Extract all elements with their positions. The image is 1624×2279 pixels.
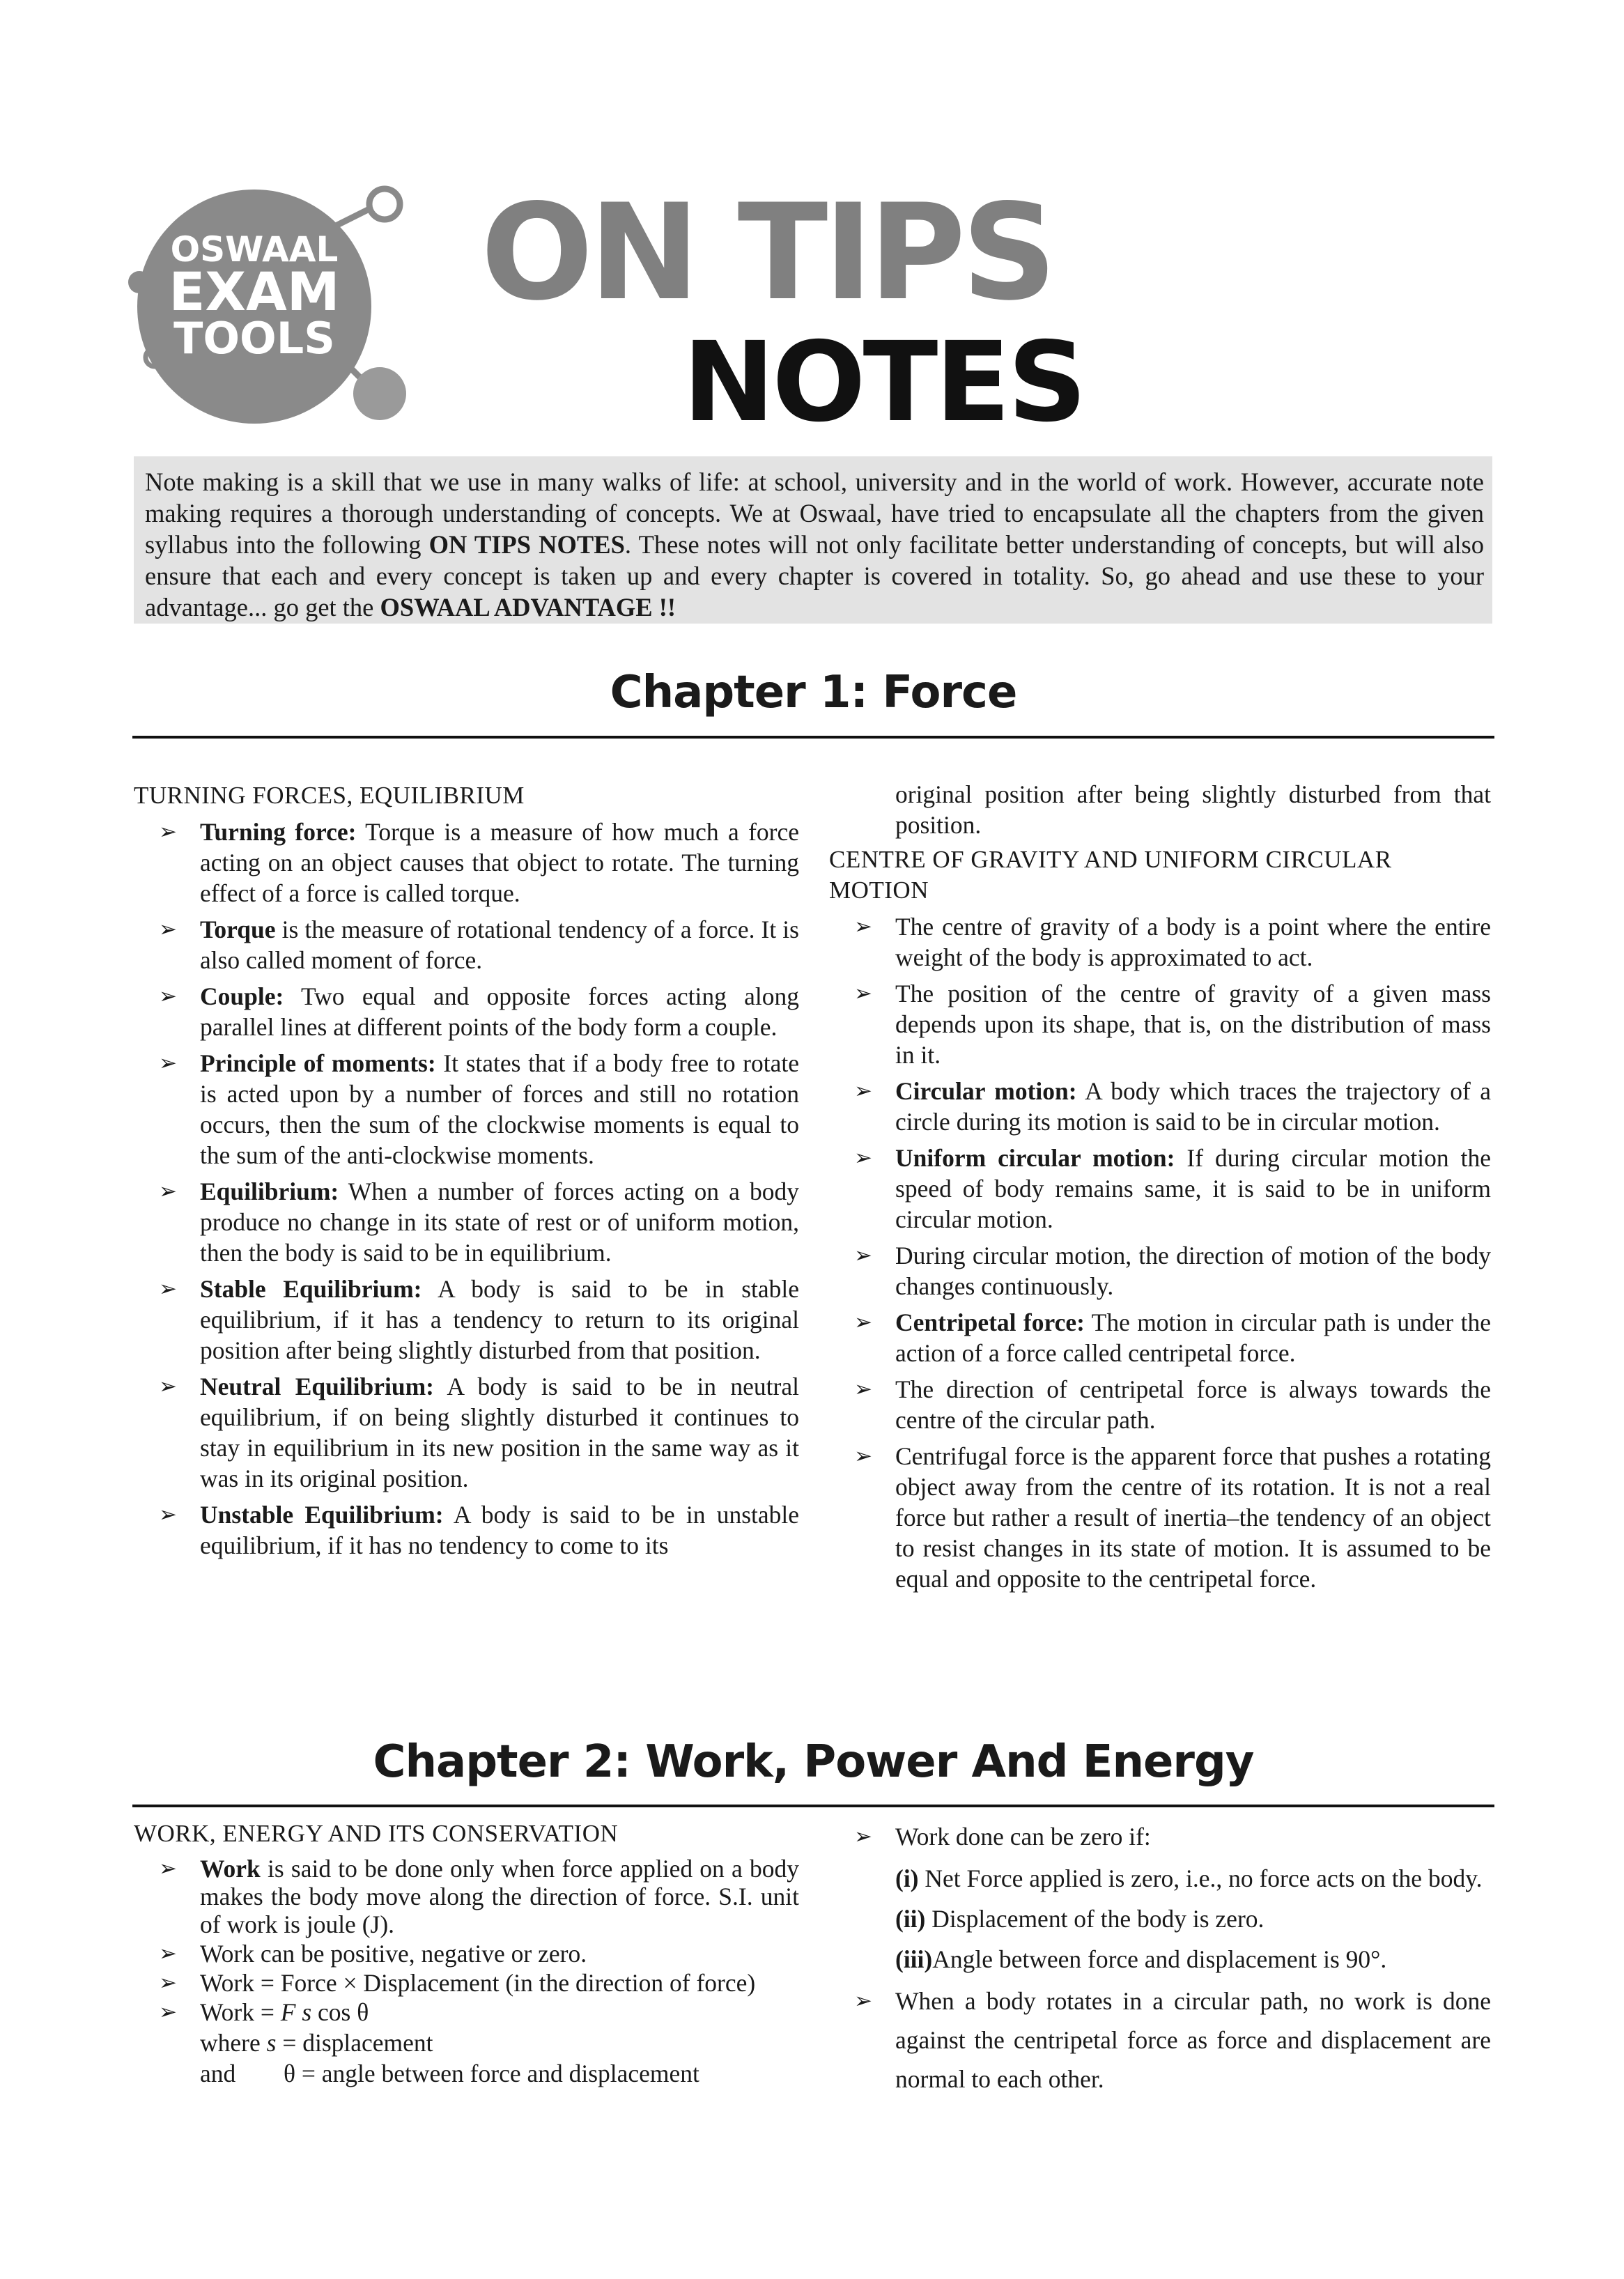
- bullet-icon: ➢: [854, 914, 872, 939]
- intro-box: [134, 456, 1492, 624]
- list-item: ➢ Work done can be zero if:: [829, 1817, 1491, 1856]
- chapter2-title: Chapter 2: Work, Power And Energy: [373, 1736, 1254, 1788]
- intro-text-2: . These notes will not only facilitate better understanding of concepts, but will also ensure that each and every concept is taken up and every chapter is covered in totality. So, go ahead and use these to your advantage... go get the: [145, 530, 1484, 621]
- bullet-icon: ➢: [854, 1145, 872, 1171]
- list-item: ➢ Neutral Equilibrium: A body is said to be in neutral equilibrium, if on being slightly disturbed it continues to stay in equilibrium in its new position in the same way as it was in its original position.: [159, 1373, 799, 1492]
- list-item: ➢ Work = F s cos θ: [159, 1998, 369, 2026]
- bullet-icon: ➢: [159, 1179, 177, 1204]
- bullet-icon: ➢: [159, 1276, 177, 1301]
- chapter2-left-column: [134, 1818, 799, 2089]
- zero-condition-2: (ii) Displacement of the body is zero.: [895, 1905, 1265, 1933]
- chapter2-rule: [132, 1805, 1494, 1807]
- formula-where-line: where s = displacement: [200, 2029, 433, 2057]
- bullet-icon: ➢: [854, 1243, 872, 1268]
- bullet-icon: ➢: [159, 819, 177, 844]
- list-item: ➢ Principle of moments: It states that if a body free to rotate is acted upon by a number of forces and still no rotation occurs, then the sum of the clockwise moments is equal to the sum of the anti-clockwise moments.: [159, 1049, 799, 1169]
- chapter2-list3: [829, 1981, 1491, 2099]
- bullet-icon: ➢: [159, 2000, 177, 2025]
- list-item: ➢ Unstable Equilibrium: A body is said to be in unstable equilibrium, if it has no tendency to come to its: [159, 1501, 799, 1559]
- logo-line1: OSWAAL: [170, 229, 339, 270]
- list-item: ➢ Couple: Two equal and opposite forces acting along parallel lines at different points of the body form a couple.: [159, 982, 799, 1041]
- bullet-icon: ➢: [159, 1502, 177, 1527]
- chapter1-section1-heading: TURNING FORCES, EQUILIBRIUM: [134, 782, 525, 809]
- formula-and-line: and θ = angle between force and displacement: [200, 2060, 699, 2087]
- bullet-icon: ➢: [159, 1941, 177, 1966]
- bullet-icon: ➢: [159, 1051, 177, 1076]
- bullet-icon: ➢: [159, 917, 177, 942]
- list-item: ➢ The direction of centripetal force is always towards the centre of the circular path.: [854, 1375, 1491, 1434]
- list-item: ➢ Circular motion: A body which traces the trajectory of a circle during its motion is said to be in circular motion.: [854, 1077, 1492, 1136]
- list-item: ➢ Work = Force × Displacement (in the direction of force): [159, 1969, 756, 1997]
- logo-line2: EXAM: [169, 261, 340, 323]
- logo-line3: TOOLS: [173, 313, 335, 364]
- bullet-icon: ➢: [854, 1444, 872, 1469]
- list-item: ➢ Work is said to be done only when force applied on a body makes the body move along the direction of force. S.I. unit of work is joule (J).: [159, 1855, 799, 1938]
- bullet-icon: ➢: [854, 1377, 872, 1402]
- bullet-icon: ➢: [854, 1310, 872, 1335]
- chapter2-section1-heading: WORK, ENERGY AND ITS CONSERVATION: [134, 1820, 619, 1847]
- bullet-icon: ➢: [159, 1856, 177, 1881]
- chapter1-list1: [134, 817, 799, 1561]
- chapter2-list1: [134, 1855, 799, 2026]
- bullet-icon: ➢: [159, 1374, 177, 1399]
- chapter1-title: Chapter 1: Force: [610, 667, 1017, 718]
- bullet-icon: ➢: [854, 1824, 872, 1849]
- title-notes: NOTES: [683, 318, 1085, 447]
- chapter1-section2-heading: CENTRE OF GRAVITY AND UNIFORM CIRCULAR MOTION: [829, 846, 1392, 904]
- bullet-icon: ➢: [159, 984, 177, 1009]
- oswaal-exam-tools-logo: [125, 178, 432, 428]
- intro-paragraph: [145, 466, 1484, 623]
- chapter2-right-column: [829, 1817, 1491, 2104]
- chapter1-list2: [829, 911, 1491, 1594]
- list-item: ➢ The position of the centre of gravity of a given mass depends upon its shape, that is, on the distribution of mass in it.: [854, 980, 1491, 1069]
- bullet-icon: ➢: [159, 1970, 177, 1995]
- chapter1-right-column: [829, 779, 1491, 1600]
- title-on-tips: ON TIPS: [481, 176, 1053, 330]
- zero-condition-3: (iii)Angle between force and displacement is 90°.: [895, 1945, 1387, 1973]
- bullet-icon: ➢: [854, 981, 872, 1006]
- list-item: ➢ Centripetal force: The motion in circular path is under the action of a force called centripetal force.: [854, 1308, 1491, 1367]
- chapter2-list2: [829, 1817, 1491, 1856]
- list-item: ➢ Centrifugal force is the apparent force that pushes a rotating object away from the centre of its rotation. It is not a real force but rather a result of inertia–the tendency of an object to resist changes in its state of motion. It is assumed to be equal and opposite to the centripetal force.: [854, 1442, 1491, 1593]
- list-item: ➢ Torque is the measure of rotational tendency of a force. It is also called moment of force.: [159, 916, 799, 974]
- intro-bold-advantage: OSWAAL ADVANTAGE !!: [380, 593, 676, 621]
- list-item: ➢ The centre of gravity of a body is a point where the entire weight of the body is approximated to act.: [854, 913, 1491, 971]
- bullet-icon: ➢: [854, 1079, 872, 1104]
- bullet-icon: ➢: [854, 1988, 872, 2014]
- zero-condition-1: (i) Net Force applied is zero, i.e., no force acts on the body.: [895, 1864, 1483, 1892]
- intro-text: Note making is a skill that we use in many walks of life: at school, university and in the world of work. However, accurate note making requires a thorough understanding of concepts. We at Oswaal, have tried to encapsulate all the chapters from the given syllabus into the following: [145, 468, 1484, 559]
- list-item: ➢ Work can be positive, negative or zero.: [159, 1940, 587, 1968]
- chapter1-continuation: original position after being slightly disturbed from that position.: [895, 780, 1491, 839]
- intro-bold-on-tips: ON TIPS NOTES: [428, 530, 625, 559]
- list-item: ➢ Equilibrium: When a number of forces acting on a body produce no change in its state of rest or of uniform motion, then the body is said to be in equilibrium.: [159, 1177, 799, 1267]
- chapter1-rule: [132, 736, 1494, 739]
- list-item: ➢ During circular motion, the direction of motion of the body changes continuously.: [854, 1242, 1491, 1300]
- chapter1-left-column: [134, 780, 799, 1566]
- list-item: ➢ When a body rotates in a circular path, no work is done against the centripetal force as force and displacement are normal to each other.: [829, 1981, 1491, 2099]
- list-item: ➢ Uniform circular motion: If during circular motion the speed of body remains same, it is said to be in uniform circular motion.: [854, 1144, 1491, 1233]
- list-item: ➢ Stable Equilibrium: A body is said to be in stable equilibrium, if it has a tendency to return to its original position after being slightly disturbed from that position.: [159, 1275, 799, 1364]
- list-item: ➢ Turning force: Torque is a measure of how much a force acting on an object causes that object to rotate. The turning effect of a force is called torque.: [159, 818, 799, 907]
